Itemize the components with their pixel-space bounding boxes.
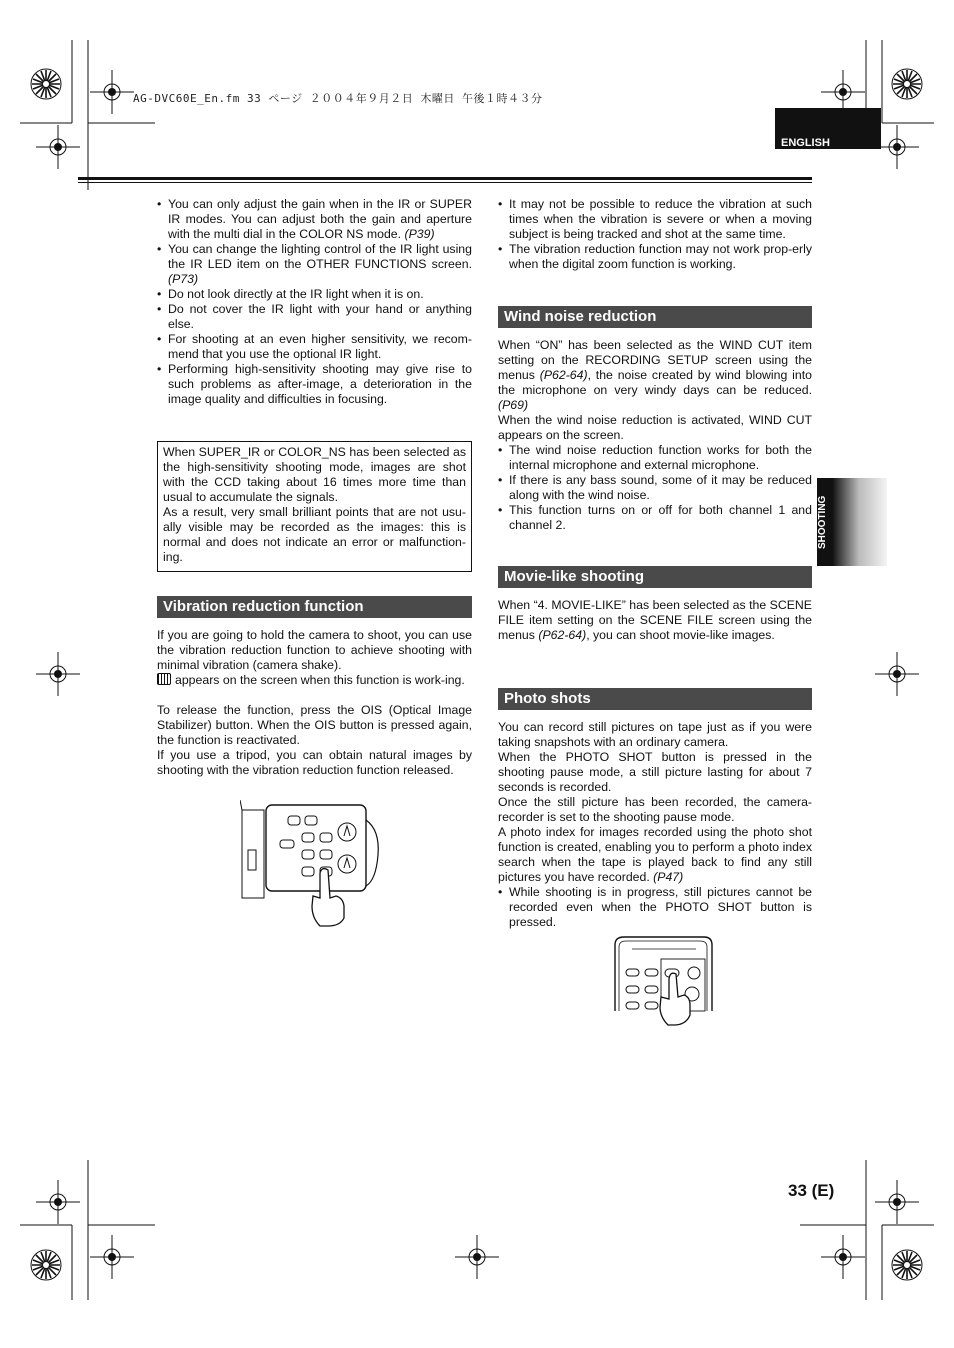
section-heading-vibration: Vibration reduction function (157, 596, 472, 618)
camera-ois-button-illustration (240, 800, 385, 928)
bullet-item: • The wind noise reduction function works for both the internal microphone and external microphone. (498, 443, 812, 473)
photo-body (498, 720, 812, 930)
file-header: AG-DVC60E_En.fm 33 ページ ２００４年９月２日 木曜日 午後１時４３分 (133, 92, 543, 105)
vibration-paragraph: appears on the screen when this function is work-ing. (157, 673, 472, 688)
note-box (157, 441, 472, 572)
header-rule-thin (78, 182, 812, 183)
section-side-tab-label: SHOOTING (817, 495, 828, 549)
wind-body (498, 338, 812, 533)
vibration-paragraph: If you use a tripod, you can obtain natural images by shooting with the vibration reduction function released. (157, 748, 472, 777)
photo-shot-button-illustration (612, 935, 716, 1027)
section-side-tab (817, 478, 887, 566)
ois-icon (157, 673, 171, 685)
bullet-item: • It may not be possible to reduce the vibration at such times when the vibration is severe or when a moving subject is being tracked and shot at the same time. (498, 197, 812, 242)
bullet-item: • For shooting at an even higher sensitivity, we recom-mend that you use the optional IR light. (157, 332, 472, 362)
movie-paragraph: When “4. MOVIE-LIKE” has been selected as the SCENE FILE item setting on the SCENE FILE screen using the menus (P62-64), you can shoot movie-like images. (498, 598, 812, 642)
page-number: 33 (E) (788, 1181, 835, 1200)
bullet-item: • Performing high-sensitivity shooting may give rise to such problems as after-image, a deterioration in the image quality and difficulties in focusing. (157, 362, 472, 407)
photo-paragraph: When the PHOTO SHOT button is pressed in the shooting pause mode, a still picture lasting for about 7 seconds is recorded. (498, 750, 812, 794)
section-heading-movie: Movie-like shooting (498, 566, 812, 588)
wind-paragraph: When the wind noise reduction is activated, WIND CUT appears on the screen. (498, 413, 812, 442)
bullet-item: • If there is any bass sound, some of it may be reduced along with the wind noise. (498, 473, 812, 503)
left-column (157, 197, 472, 407)
right-column (498, 197, 812, 272)
movie-body (498, 598, 812, 643)
section-heading-photo: Photo shots (498, 688, 812, 710)
bullet-item: • You can change the lighting control of the IR light using the IR LED item on the OTHER FUNCTIONS screen. (P73) (157, 242, 472, 287)
bullet-item: • Do not cover the IR light with your hand or anything else. (157, 302, 472, 332)
language-tab-label: ENGLISH (781, 137, 830, 149)
bullet-item: • Do not look directly at the IR light when it is on. (157, 287, 472, 302)
photo-paragraph: Once the still picture has been recorded, the camera-recorder is set to the shooting pause mode. (498, 795, 812, 824)
vibration-body (157, 628, 472, 778)
note-paragraph: When SUPER_IR or COLOR_NS has been selected as the high-sensitivity shooting mode, images are shot with the CCD taking about 16 times more time than usual to accumulate the signals. (163, 445, 466, 504)
note-paragraph: As a result, very small brilliant points that are not usu-ally visible may be recorded as the images: this is normal and does not indicate an error or malfunction-ing. (163, 505, 466, 564)
bullet-item: • You can only adjust the gain when in the IR or SUPER IR modes. You can adjust both the gain and aperture with the multi dial in the COLOR NS mode. (P39) (157, 197, 472, 242)
vibration-paragraph: To release the function, press the OIS (Optical Image Stabilizer) button. When the OIS button is pressed again, the function is reactivated. (157, 703, 472, 747)
bullet-item: • The vibration reduction function may not work prop-erly when the digital zoom function is working. (498, 242, 812, 272)
language-tab (775, 108, 881, 149)
photo-paragraph: A photo index for images recorded using the photo shot function is created, enabling you to perform a photo index search when the tape is played back to find any still pictures you have recorded. (P47) (498, 825, 812, 884)
bullet-item: • While shooting is in progress, still pictures cannot be recorded even when the PHOTO SHOT button is pressed. (498, 885, 812, 930)
wind-paragraph: When “ON” has been selected as the WIND CUT item setting on the RECORDING SETUP screen using the menus (P62-64), the noise created by wind blowing into the microphone on very windy days can be reduced. (P69) (498, 338, 812, 412)
bullet-item: • This function turns on or off for both channel 1 and channel 2. (498, 503, 812, 533)
vibration-paragraph: If you are going to hold the camera to shoot, you can use the vibration reduction function to achieve shooting with minimal vibration (camera shake). (157, 628, 472, 672)
photo-paragraph: You can record still pictures on tape just as if you were taking snapshots with an ordinary camera. (498, 720, 812, 749)
section-heading-wind: Wind noise reduction (498, 306, 812, 328)
header-rule (78, 177, 812, 180)
